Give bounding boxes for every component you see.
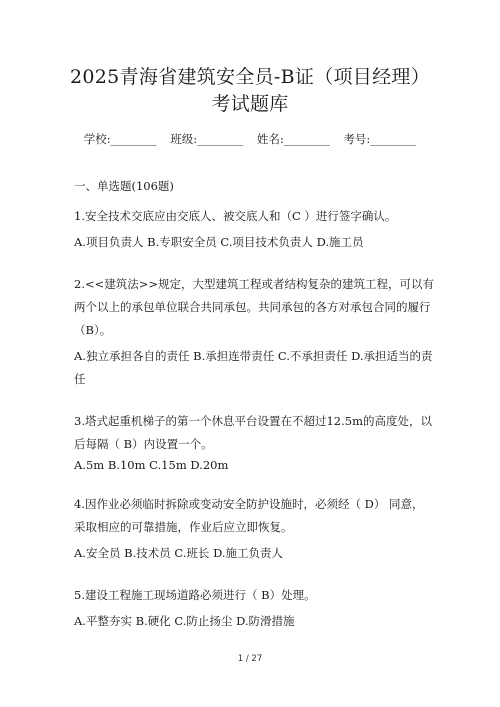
name-field: 姓名:________ [256, 132, 330, 146]
question-3 [74, 410, 434, 474]
title-line-1: 2025青海省建筑安全员-B证（项目经理） [69, 66, 431, 88]
question-stem: 4.因作业必须临时拆除或变动安全防护设施时，必须经（ D） 同意，采取相应的可靠措施，作业后应立即恢复。 [74, 497, 424, 534]
question-stem: 5.建设工程施工现场道路必须进行（ B）处理。 [74, 588, 316, 602]
question-stem: 1.安全技术交底应由交底人、被交底人和（C ）进行签字确认。 [74, 209, 397, 223]
school-field: 学校:________ [83, 132, 157, 146]
question-1 [74, 205, 434, 254]
title-line-2: 考试题库 [211, 93, 289, 115]
exam-number-field: 考号:________ [343, 132, 417, 146]
question-options: A.安全员 B.技术员 C.班长 D.施工负责人 [74, 546, 284, 560]
question-2 [74, 273, 434, 391]
question-options: A.独立承担各自的责任 B.承担连带责任 C.不承担责任 D.承担适当的责任 [74, 349, 433, 386]
question-options: A.平整夯实 B.硬化 C.防止扬尘 D.防滑措施 [74, 614, 295, 628]
section-heading: 一、单选题(106题) [74, 179, 174, 193]
question-options: A.项目负责人 B.专职安全员 C.项目技术负责人 D.施工员 [74, 235, 364, 249]
student-info-fields [0, 131, 500, 147]
document-title [40, 64, 460, 118]
question-stem: 3.塔式起重机梯子的第一个休息平台设置在不超过12.5m的高度处，以后每隔（ B）内设置一个。 [74, 414, 432, 451]
question-stem: 2.<<建筑法>>规定，大型建筑工程或者结构复杂的建筑工程，可以有两个以上的承包单位联合共同承包。共同承包的各方对承包合同的履行（B）。 [74, 277, 435, 337]
class-field: 班级:________ [170, 132, 244, 146]
question-5 [74, 584, 434, 633]
page-number: 1 / 27 [237, 654, 263, 664]
question-list [74, 177, 434, 652]
question-options: A.5m B.10m C.15m D.20m [74, 458, 229, 472]
question-4 [74, 493, 434, 565]
